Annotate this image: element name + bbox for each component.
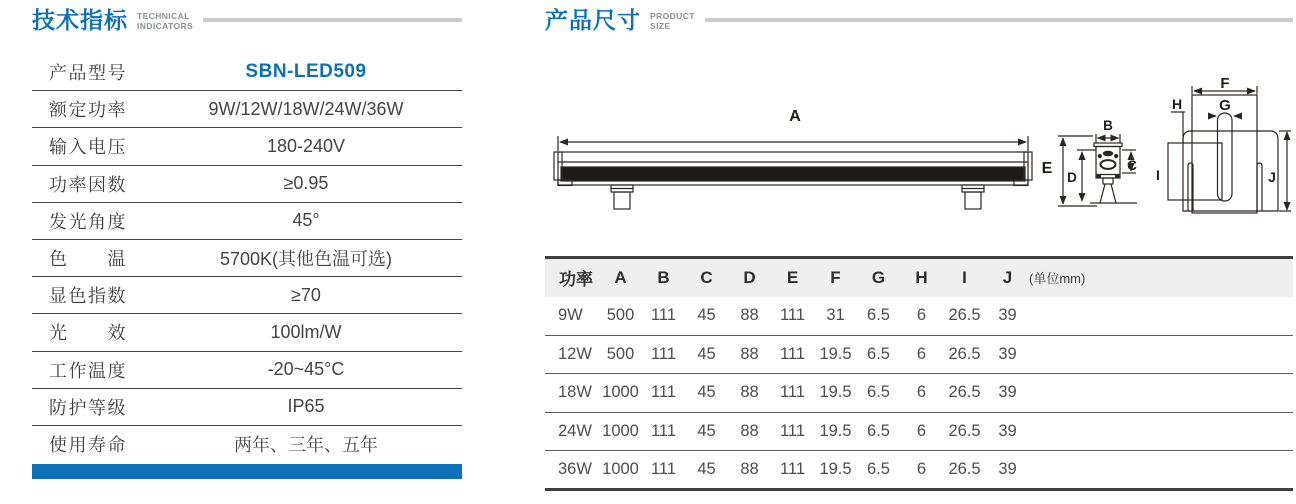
- size-col-header: C: [700, 267, 713, 287]
- technical-indicators-subtitle: [137, 12, 193, 32]
- size-value-cell: 6.5: [867, 344, 890, 363]
- size-power-cell: 12W: [558, 344, 592, 363]
- size-value-cell: 45: [697, 383, 716, 402]
- size-value-cell: 111: [650, 306, 677, 324]
- technical-indicators-header: [32, 8, 462, 33]
- size-table: [545, 256, 1293, 491]
- size-value-cell: 1000: [602, 421, 639, 440]
- size-value-cell: 111: [650, 459, 677, 478]
- size-value-cell: 19.5: [819, 459, 852, 478]
- size-filler-cell: [1029, 374, 1293, 413]
- size-value-cell: 26.5: [948, 306, 981, 324]
- size-value-cell: 1000: [602, 459, 639, 478]
- spec-value: 100lm/W: [270, 321, 342, 342]
- size-value-cell: 45: [697, 306, 716, 324]
- spec-label: 功率因数: [49, 174, 127, 195]
- spec-row: [32, 128, 462, 165]
- size-value-cell: 26.5: [948, 344, 981, 363]
- size-col-header: G: [871, 267, 886, 287]
- dim-label-d: D: [1067, 170, 1077, 185]
- header-rule: [705, 18, 1293, 22]
- spec-row: [32, 352, 462, 389]
- size-value-cell: 1000: [602, 383, 639, 402]
- size-value-cell: 26.5: [948, 383, 981, 402]
- size-unit-note: (单位mm): [1029, 270, 1086, 286]
- size-value-cell: 500: [606, 344, 635, 363]
- size-value-cell: 88: [740, 344, 759, 363]
- size-filler-cell: [1029, 412, 1293, 451]
- size-value-cell: 88: [740, 306, 759, 324]
- size-value-cell: 39: [998, 344, 1017, 363]
- size-value-cell: 6: [916, 459, 927, 478]
- size-value-cell: 111: [650, 421, 677, 440]
- size-col-header: F: [830, 267, 841, 287]
- size-table-wrap: [545, 256, 1293, 491]
- spec-row: [32, 426, 462, 463]
- size-col-header: I: [962, 267, 967, 287]
- spec-label: 显色指数: [49, 286, 127, 307]
- size-row: [545, 335, 1293, 374]
- size-value-cell: 111: [779, 344, 806, 363]
- clip-view-drawing: [1156, 75, 1291, 213]
- spec-value: 9W/12W/18W/24W/36W: [208, 98, 404, 119]
- size-power-cell: 9W: [558, 306, 583, 324]
- size-value-cell: 6.5: [867, 383, 890, 402]
- product-size-title: 产品尺寸: [545, 7, 641, 33]
- size-value-cell: 111: [779, 306, 806, 324]
- spec-row: [32, 203, 462, 240]
- spec-value: 两年、三年、五年: [234, 435, 378, 456]
- subtitle-line: SIZE: [650, 20, 671, 31]
- spec-row: [32, 240, 462, 277]
- bottom-accent-bar: [32, 464, 462, 479]
- spec-row: [32, 54, 462, 91]
- size-value-cell: 6.5: [867, 306, 890, 324]
- dimension-drawings: [545, 58, 1293, 220]
- size-power-cell: 24W: [558, 421, 592, 440]
- spec-label: 发光角度: [49, 211, 127, 232]
- spec-value: ≥0.95: [283, 173, 329, 194]
- size-value-cell: 45: [697, 459, 716, 478]
- size-row: [545, 374, 1293, 413]
- size-value-cell: 31: [826, 306, 845, 324]
- size-col-header: H: [915, 267, 928, 287]
- size-value-cell: 45: [697, 421, 716, 440]
- spec-value: 5700K(其他色温可选): [219, 249, 393, 270]
- dim-label-g: G: [1219, 97, 1231, 114]
- spec-label: 光 效: [49, 323, 127, 344]
- spec-label: 防护等级: [49, 397, 127, 418]
- technical-indicators-title: 技术指标: [32, 7, 128, 33]
- spec-value: -20~45°C: [267, 359, 345, 380]
- size-col-header: J: [1002, 267, 1013, 287]
- product-size-section: [545, 7, 1293, 478]
- mounting-bracket-left: [611, 185, 633, 209]
- size-table-header-row: [545, 258, 1293, 297]
- product-size-header: [545, 8, 1293, 33]
- front-view-drawing: [554, 108, 1032, 209]
- size-power-cell: 36W: [558, 459, 592, 478]
- size-filler-cell: [1029, 335, 1293, 374]
- size-power-header: 功率: [559, 270, 593, 290]
- subtitle-line: INDICATORS: [137, 20, 194, 31]
- spec-label: 额定功率: [49, 100, 127, 121]
- size-col-header: A: [614, 267, 627, 287]
- mounting-bracket-right: [962, 185, 984, 209]
- dim-label-h: H: [1171, 96, 1183, 112]
- size-row: [545, 412, 1293, 451]
- spec-value: IP65: [287, 396, 325, 417]
- size-filler-cell: [1029, 297, 1293, 336]
- spec-value: 45°: [292, 210, 320, 231]
- size-col-header: E: [786, 267, 799, 287]
- spec-row: [32, 166, 462, 203]
- product-size-subtitle: [650, 12, 695, 32]
- size-value-cell: 88: [740, 383, 759, 402]
- size-value-cell: 6: [916, 421, 927, 440]
- spec-row: [32, 277, 462, 314]
- size-value-cell: 26.5: [948, 421, 981, 440]
- spec-value: ≥70: [291, 284, 321, 305]
- spec-value: 180-240V: [266, 135, 346, 156]
- header-rule: [203, 18, 462, 22]
- size-row: [545, 297, 1293, 336]
- size-value-cell: 111: [779, 383, 806, 402]
- spec-label: 色 温: [49, 249, 127, 270]
- size-col-header: B: [657, 267, 670, 287]
- section-view-drawing: [1042, 118, 1137, 206]
- size-value-cell: 6.5: [867, 459, 890, 478]
- size-value-cell: 111: [779, 421, 806, 440]
- size-value-cell: 6.5: [867, 421, 890, 440]
- spec-label: 使用寿命: [49, 435, 127, 456]
- size-value-cell: 26.5: [948, 459, 981, 478]
- spec-row: [32, 389, 462, 426]
- dim-label-f: F: [1220, 75, 1230, 92]
- dim-label-b: B: [1103, 118, 1113, 133]
- dim-label-j: J: [1268, 169, 1276, 185]
- size-power-cell: 18W: [558, 383, 592, 402]
- size-value-cell: 39: [998, 459, 1017, 478]
- size-value-cell: 88: [740, 421, 759, 440]
- size-value-cell: 19.5: [819, 421, 852, 440]
- size-unit-cell: [1029, 258, 1293, 297]
- spec-row: [32, 314, 462, 351]
- size-table-body: [545, 297, 1293, 490]
- size-value-cell: 39: [998, 421, 1017, 440]
- size-value-cell: 111: [779, 459, 806, 478]
- size-value-cell: 19.5: [819, 344, 852, 363]
- spec-label: 输入电压: [49, 137, 127, 158]
- size-col-header: D: [743, 267, 756, 287]
- size-value-cell: 500: [606, 306, 635, 324]
- dim-label-i: I: [1156, 167, 1160, 183]
- technical-indicators-section: [32, 7, 462, 456]
- size-value-cell: 6: [916, 306, 927, 324]
- spec-label: 产品型号: [49, 63, 127, 84]
- spec-row: [32, 91, 462, 128]
- size-value-cell: 39: [998, 383, 1017, 402]
- spec-value: SBN-LED509: [245, 61, 367, 83]
- subtitle-line: PRODUCT: [650, 11, 695, 21]
- size-row: [545, 451, 1293, 490]
- size-value-cell: 45: [697, 344, 716, 363]
- spec-label: 工作温度: [49, 360, 127, 381]
- size-value-cell: 39: [998, 306, 1017, 324]
- size-value-cell: 19.5: [819, 383, 852, 402]
- dim-label-a: A: [789, 108, 801, 125]
- size-filler-cell: [1029, 451, 1293, 490]
- dim-label-e: E: [1041, 160, 1053, 177]
- subtitle-line: TECHNICAL: [137, 11, 190, 21]
- size-value-cell: 6: [916, 383, 927, 402]
- size-value-cell: 88: [740, 459, 759, 478]
- size-value-cell: 111: [650, 383, 677, 402]
- dim-label-c: C: [1127, 158, 1137, 173]
- size-value-cell: 111: [650, 344, 677, 363]
- size-value-cell: 6: [916, 344, 927, 363]
- spec-table: [32, 54, 462, 463]
